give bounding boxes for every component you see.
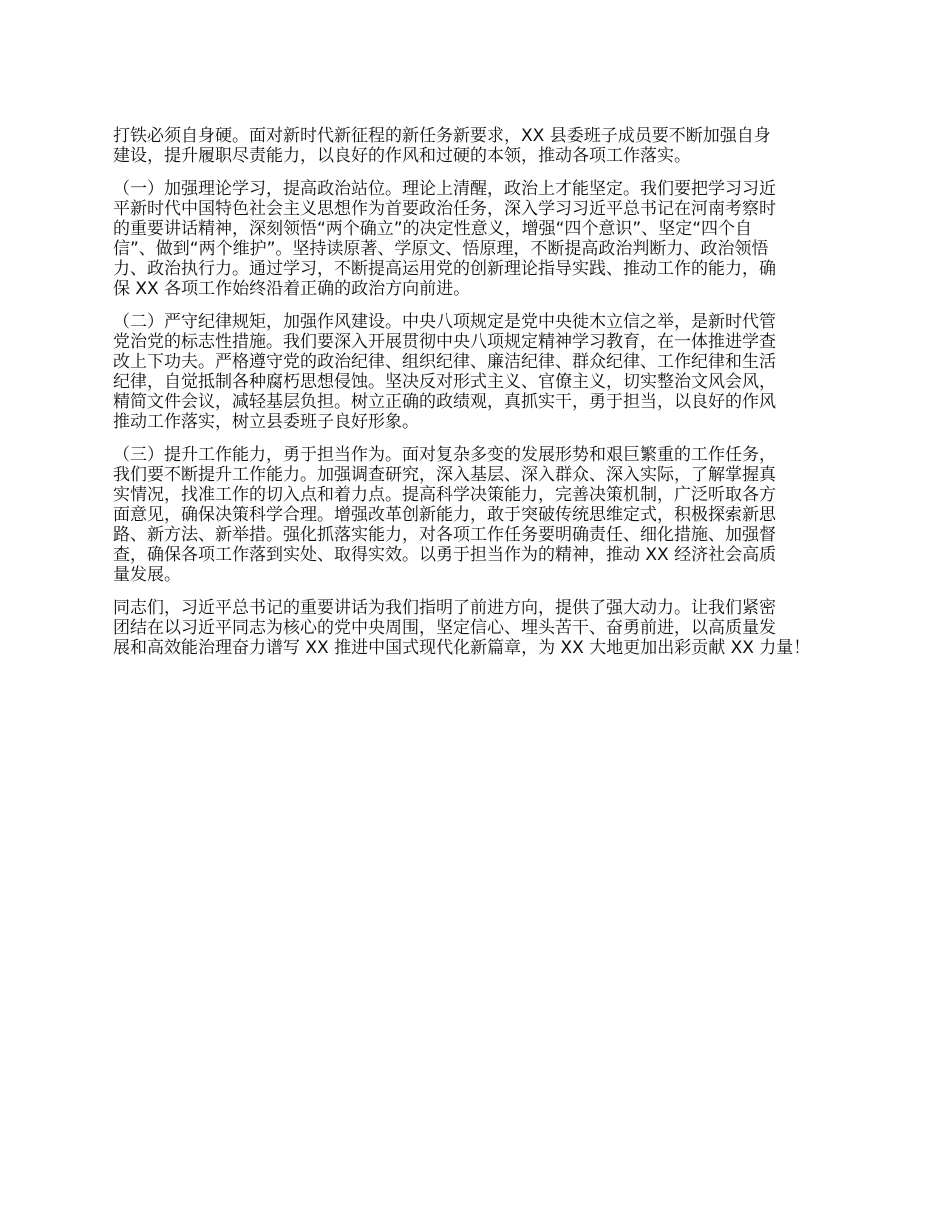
text-line: 精简文件会议，减轻基层负担。树立正确的政绩观，真抓实干，勇于担当，以良好的作风 bbox=[113, 392, 776, 412]
document-body bbox=[113, 126, 851, 658]
text-line: （一）加强理论学习，提高政治站位。理论上清醒，政治上才能坚定。我们要把学习习近 bbox=[113, 179, 776, 199]
text-line: 党治党的标志性措施。我们要深入开展贯彻中央八项规定精神学习教育，在一体推进学查 bbox=[113, 332, 776, 352]
text-line: 实情况，找准工作的切入点和着力点。提高科学决策能力，完善决策机制，广泛听取各方 bbox=[113, 485, 776, 505]
text-line: 推动工作落实，树立县委班子良好形象。 bbox=[113, 412, 419, 432]
text-line: 面意见，确保决策科学合理。增强改革创新能力，敢于突破传统思维定式，积极探索新思 bbox=[113, 505, 776, 525]
paragraph-intro bbox=[113, 126, 851, 166]
text-line: 团结在以习近平同志为核心的党中央周围，坚定信心、埋头苦干、奋勇前进，以高质量发 bbox=[113, 618, 776, 638]
text-line: 平新时代中国特色社会主义思想作为首要政治任务，深入学习习近平总书记在河南考察时 bbox=[113, 199, 776, 219]
text-line: 的重要讲话精神，深刻领悟“两个确立”的决定性意义，增强“四个意识”、坚定“四个自 bbox=[113, 219, 753, 239]
text-line: （二）严守纪律规矩，加强作风建设。中央八项规定是党中央徙木立信之举，是新时代管 bbox=[113, 312, 776, 332]
text-line: 同志们，习近平总书记的重要讲话为我们指明了前进方向，提供了强大动力。让我们紧密 bbox=[113, 598, 776, 618]
text-line: 展和高效能治理奋力谱写 XX 推进中国式现代化新篇章，为 XX 大地更加出彩贡献 XX 力量！ bbox=[113, 638, 811, 658]
text-line: 建设，提升履职尽责能力，以良好的作风和过硬的本领，推动各项工作落实。 bbox=[113, 146, 691, 166]
text-line: 查，确保各项工作落到实处、取得实效。以勇于担当作为的精神，推动 XX 经济社会高质 bbox=[113, 545, 777, 565]
text-line: （三）提升工作能力，勇于担当作为。面对复杂多变的发展形势和艰巨繁重的工作任务， bbox=[113, 445, 776, 465]
text-line: 量发展。 bbox=[113, 565, 181, 585]
text-line: 路、新方法、新举措。强化抓落实能力，对各项工作任务要明确责任、细化措施、加强督 bbox=[113, 525, 776, 545]
text-line: 力、政治执行力。通过学习，不断提高运用党的创新理论指导实践、推动工作的能力，确 bbox=[113, 259, 776, 279]
paragraph-conclusion bbox=[113, 598, 851, 658]
text-line: 我们要不断提升工作能力。加强调查研究，深入基层、深入群众、深入实际，了解掌握真 bbox=[113, 465, 776, 485]
text-line: 纪律，自觉抵制各种腐朽思想侵蚀。坚决反对形式主义、官僚主义，切实整治文风会风， bbox=[113, 372, 776, 392]
paragraph-section-3 bbox=[113, 445, 851, 585]
text-line: 保 XX 各项工作始终沿着正确的政治方向前进。 bbox=[113, 279, 471, 299]
text-line: 打铁必须自身硬。面对新时代新征程的新任务新要求，XX 县委班子成员要不断加强自身 bbox=[113, 126, 771, 146]
text-line: 改上下功夫。严格遵守党的政治纪律、组织纪律、廉洁纪律、群众纪律、工作纪律和生活 bbox=[113, 352, 776, 372]
paragraph-section-1 bbox=[113, 179, 851, 299]
paragraph-section-2 bbox=[113, 312, 851, 432]
text-line: 信”、做到“两个维护”。坚持读原著、学原文、悟原理，不断提高政治判断力、政治领悟 bbox=[113, 239, 769, 259]
